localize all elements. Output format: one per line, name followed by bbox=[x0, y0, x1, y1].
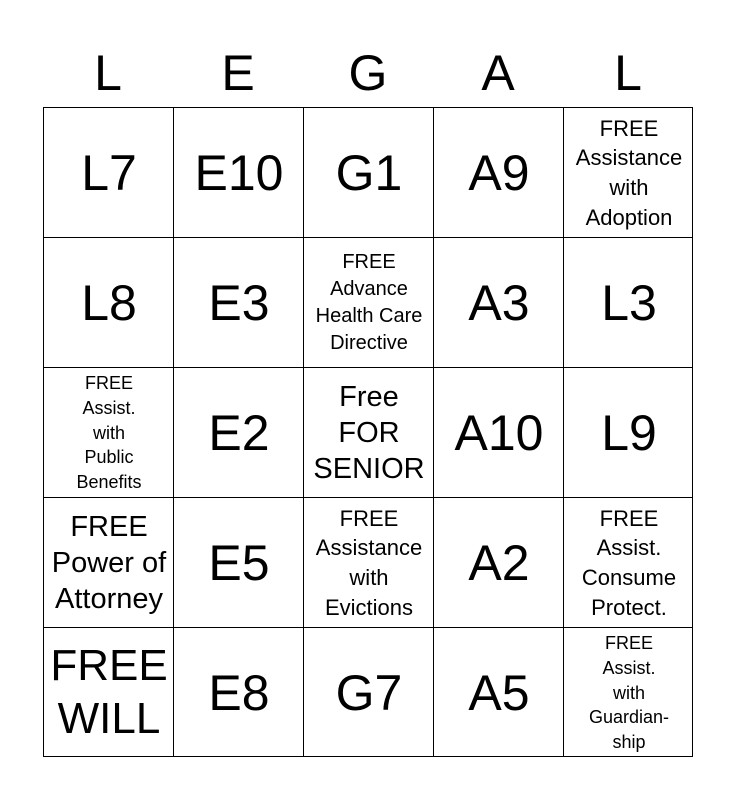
bingo-cell[interactable]: G7 bbox=[335, 665, 403, 721]
header-letter-a: A bbox=[481, 45, 515, 101]
bingo-cell[interactable]: A3 bbox=[468, 275, 530, 331]
bingo-cell[interactable]: L9 bbox=[601, 405, 657, 461]
bingo-cell[interactable]: L3 bbox=[601, 275, 657, 331]
bingo-cell[interactable]: FREE Assist. with Public Benefits bbox=[76, 372, 142, 493]
bingo-cell[interactable]: E2 bbox=[208, 405, 270, 461]
bingo-cell[interactable]: G1 bbox=[335, 145, 403, 201]
bingo-cell-free[interactable]: Free FOR SENIOR bbox=[313, 380, 425, 486]
bingo-cell[interactable]: FREE Assist. Consume Protect. bbox=[581, 505, 677, 620]
bingo-cell[interactable]: E10 bbox=[194, 145, 284, 201]
bingo-cell[interactable]: FREE Power of Attorney bbox=[51, 510, 167, 616]
bingo-cell[interactable]: E3 bbox=[208, 275, 270, 331]
header-letter-e: E bbox=[221, 45, 255, 101]
bingo-cell[interactable]: FREE Assistance with Adoption bbox=[575, 115, 683, 230]
bingo-cell[interactable]: E8 bbox=[208, 665, 270, 721]
header-letter-l2: L bbox=[614, 45, 642, 101]
bingo-cell[interactable]: E5 bbox=[208, 535, 270, 591]
header-letter-g: G bbox=[348, 45, 388, 101]
bingo-cell[interactable]: FREE WILL bbox=[50, 641, 168, 743]
bingo-cell[interactable]: FREE Advance Health Care Directive bbox=[315, 251, 423, 354]
bingo-cell[interactable]: A2 bbox=[468, 535, 530, 591]
bingo-cell[interactable]: L7 bbox=[81, 145, 137, 201]
bingo-cell[interactable]: A10 bbox=[454, 405, 544, 461]
header-letter-l: L bbox=[94, 45, 122, 101]
bingo-cell[interactable]: FREE Assist. with Guardian- ship bbox=[588, 632, 670, 753]
bingo-header bbox=[43, 40, 693, 106]
bingo-card-grid bbox=[43, 107, 693, 757]
bingo-cell[interactable]: L8 bbox=[81, 275, 137, 331]
bingo-cell[interactable]: FREE Assistance with Evictions bbox=[315, 505, 423, 620]
bingo-cell[interactable]: A9 bbox=[468, 145, 530, 201]
bingo-cell[interactable]: A5 bbox=[468, 665, 530, 721]
